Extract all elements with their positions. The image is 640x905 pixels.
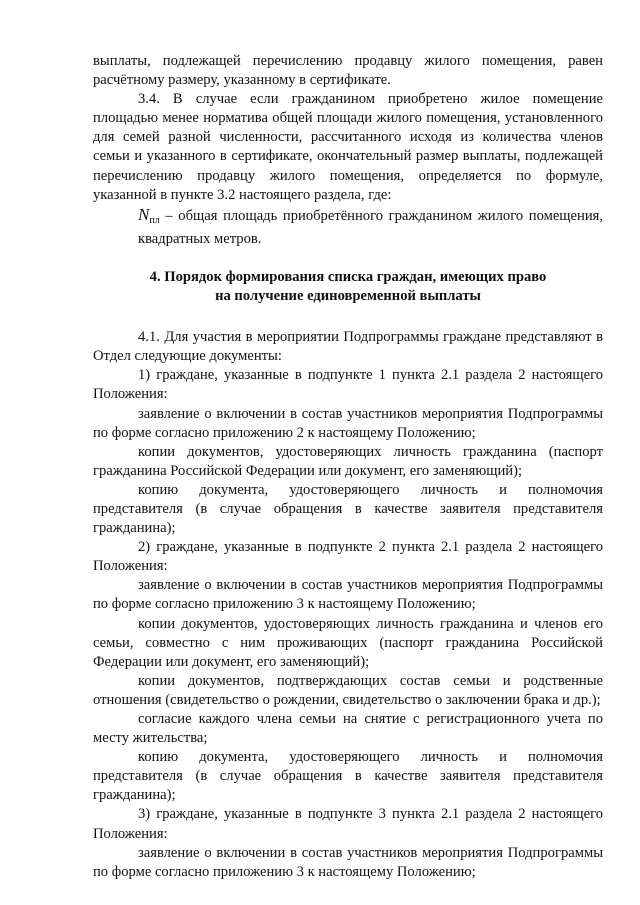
list-item-2-family-docs: копии документов, подтверждающих состав семьи и родственные отношения (свидетельство о рождении, свидетельство о заключении брака и др.); (93, 672, 603, 708)
paragraph-3-4: 3.4. В случае если гражданином приобретено жилое помещение площадью менее норматива общей площади жилого помещения, установленного для семей разной численности, рассчитанного исходя из количества членов семьи и указанного в сертификате, окончательный размер выплаты, подлежащей перечислению продавцу жилого помещения, определяется по формуле, указанной в пункте 3.2 настоящего раздела, где: (93, 91, 603, 203)
document-page (93, 52, 603, 882)
formula-symbol: N (138, 204, 150, 224)
paragraph-continuation: выплаты, подлежащей перечислению продавцу жилого помещения, равен расчётному размеру, указанному в сертификате. (93, 53, 603, 89)
list-item-1: 1) граждане, указанные в подпункте 1 пункта 2.1 раздела 2 настоящего Положения: (93, 367, 603, 403)
heading-line-2: на получение единовременной выплаты (215, 288, 481, 305)
list-item-2: 2) граждане, указанные в подпункте 2 пункта 2.1 раздела 2 настоящего Положения: (93, 539, 603, 575)
list-item-3: 3) граждане, указанные в подпункте 3 пункта 2.1 раздела 2 настоящего Положения: (93, 806, 603, 842)
formula-definition (93, 205, 603, 249)
list-item-2-application: заявление о включении в состав участников мероприятия Подпрограммы по форме согласно приложению 3 к настоящему Положению; (93, 577, 603, 613)
heading-line-1: 4. Порядок формирования списка граждан, имеющих право (149, 268, 547, 285)
list-item-2-consent: согласие каждого члена семьи на снятие с регистрационного учета по месту жительства; (93, 711, 603, 747)
list-item-3-application: заявление о включении в состав участников мероприятия Подпрограммы по форме согласно приложению 3 к настоящему Положению; (93, 844, 603, 880)
list-item-1-application: заявление о включении в состав участников мероприятия Подпрограммы по форме согласно приложению 2 к настоящему Положению; (93, 405, 603, 441)
section-4-heading (93, 268, 603, 306)
list-item-2-representative: копию документа, удостоверяющего личность и полномочия представителя (в случае обращения в качестве заявителя представителя гражданина); (93, 749, 603, 804)
paragraph-4-1: 4.1. Для участия в мероприятии Подпрограммы граждане представляют в Отдел следующие документы: (93, 329, 603, 365)
list-item-1-id-copies: копии документов, удостоверяющих личность гражданина (паспорт гражданина Российской Федерации или документ, его заменяющий); (93, 443, 603, 479)
list-item-2-id-copies: копии документов, удостоверяющих личность гражданина и членов его семьи, совместно с ним проживающих (паспорт гражданина Российской Федерации или документ, его заменяющий); (93, 615, 603, 670)
formula-subscript: пл (149, 214, 160, 226)
formula-text: – общая площадь приобретённого гражданином жилого помещения, квадратных метров. (138, 207, 604, 247)
list-item-1-representative: копию документа, удостоверяющего личность и полномочия представителя (в случае обращения в качестве заявителя представителя гражданина); (93, 481, 603, 537)
